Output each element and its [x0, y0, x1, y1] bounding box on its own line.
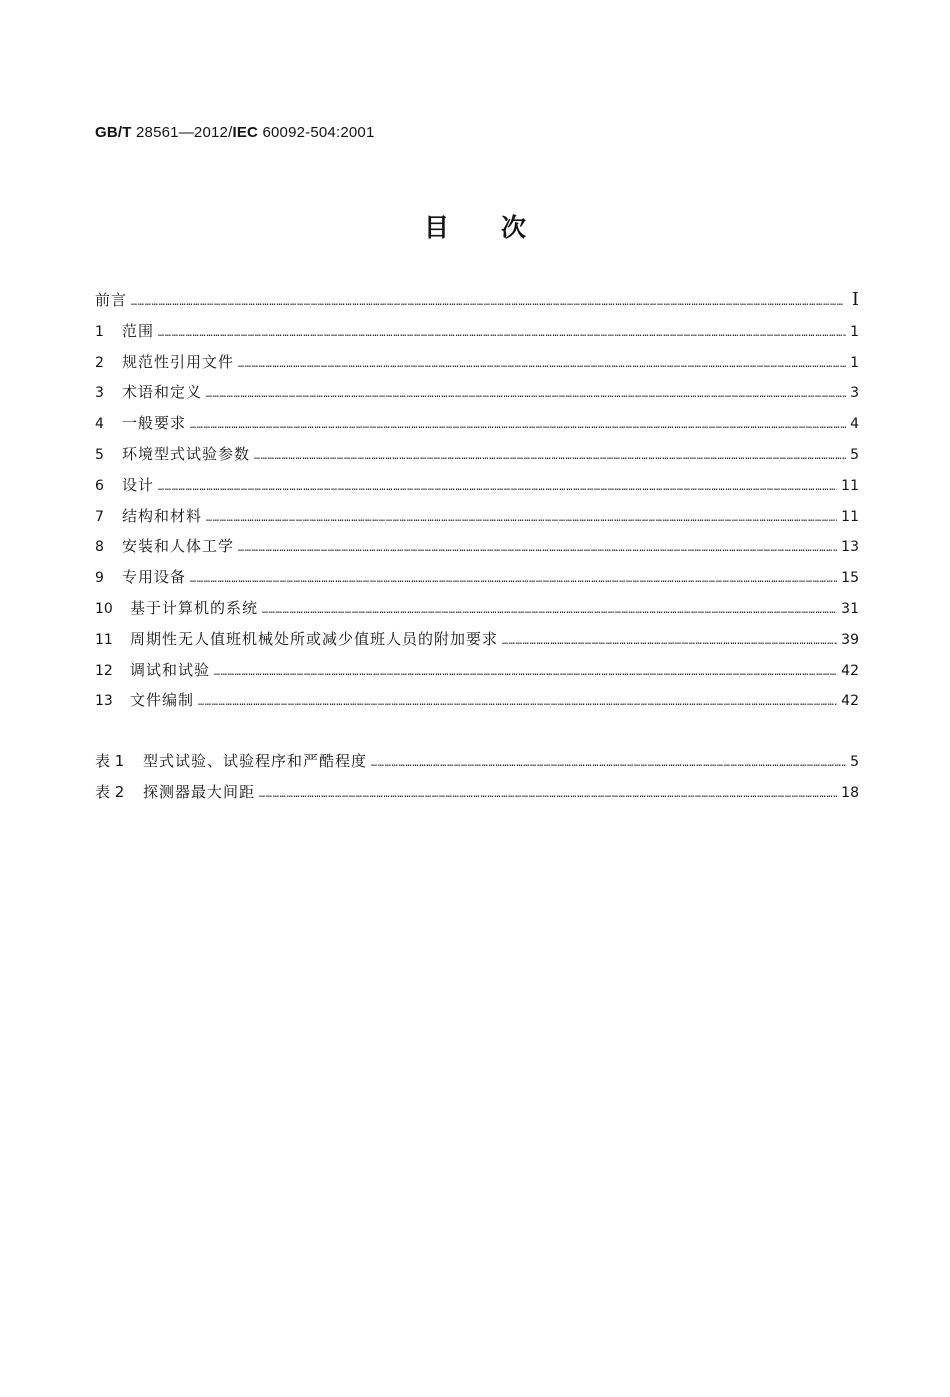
toc-entry-number: 5	[95, 446, 104, 463]
toc-table-number: 表 1	[95, 752, 125, 771]
toc-entry-5[interactable]	[95, 443, 859, 474]
page-title: 目次	[423, 213, 578, 242]
standard-code-number: 28561—2012/	[131, 124, 233, 141]
toc-entry-number: 12	[95, 662, 113, 679]
toc-entry-label: 术语和定义	[122, 383, 203, 402]
toc-entry-label: 调试和试验	[130, 660, 211, 679]
toc-section-gap	[95, 720, 859, 750]
standard-code-iec: IEC	[232, 124, 259, 141]
toc-leader-dots	[238, 544, 837, 554]
toc-entry-page: 11	[841, 508, 859, 525]
toc-entry-8[interactable]	[95, 535, 859, 566]
toc-entry-page: 5	[850, 446, 859, 463]
toc-leader-dots	[198, 698, 837, 708]
toc-entry-page: 15	[841, 570, 859, 587]
toc-entry-page: 42	[841, 662, 859, 679]
toc-entry-9[interactable]	[95, 566, 859, 597]
toc-entry-page: 4	[850, 416, 859, 433]
toc-entry-page: 13	[841, 539, 859, 556]
toc-entry-number: 10	[95, 600, 113, 617]
toc-table-2[interactable]	[95, 781, 859, 812]
toc-entry-label: 结构和材料	[122, 506, 203, 525]
toc-entry-7[interactable]	[95, 505, 859, 536]
toc-table-label: 型式试验、试验程序和严酷程度	[143, 752, 368, 771]
toc-entry-number: 4	[95, 416, 104, 433]
standard-code	[95, 124, 375, 141]
standard-code-iec-number: 60092-504:2001	[258, 124, 375, 141]
toc-entry-label: 环境型式试验参数	[122, 444, 251, 463]
toc-entry-4[interactable]	[95, 412, 859, 443]
toc-leader-dots	[131, 298, 844, 308]
toc-leader-dots	[259, 790, 837, 800]
table-of-contents	[95, 289, 859, 812]
toc-entry-label: 周期性无人值班机械处所或减少值班人员的附加要求	[130, 629, 499, 648]
toc-entry-label: 范围	[122, 321, 155, 340]
toc-entry-page: 1	[850, 323, 859, 340]
toc-entry-label: 一般要求	[122, 414, 187, 433]
toc-entry-label: 文件编制	[130, 691, 195, 710]
toc-entry-number: 7	[95, 508, 104, 525]
toc-leader-dots	[206, 514, 837, 524]
toc-table-number: 表 2	[95, 782, 125, 801]
toc-entry-12[interactable]	[95, 659, 859, 690]
toc-table-label: 探测器最大间距	[143, 782, 256, 801]
toc-entry-page: 39	[841, 631, 859, 648]
toc-entry-2[interactable]	[95, 351, 859, 382]
toc-entry-3[interactable]	[95, 381, 859, 412]
toc-entry-foreword[interactable]	[95, 289, 859, 320]
toc-entry-number: 9	[95, 570, 104, 587]
toc-leader-dots	[206, 390, 846, 400]
toc-entry-10[interactable]	[95, 597, 859, 628]
toc-entry-page: 1	[850, 354, 859, 371]
toc-entry-number: 1	[95, 323, 104, 340]
toc-entry-page: 3	[850, 385, 859, 402]
toc-entry-label: 规范性引用文件	[122, 352, 235, 371]
toc-leader-dots	[214, 668, 837, 678]
toc-table-page: 18	[841, 784, 859, 801]
toc-entry-label: 基于计算机的系统	[130, 598, 259, 617]
toc-entry-label: 设计	[122, 475, 155, 494]
toc-entry-number: 13	[95, 693, 113, 710]
toc-leader-dots	[190, 421, 846, 431]
toc-entry-label: 前言	[95, 291, 128, 309]
toc-entry-number: 6	[95, 477, 104, 494]
toc-leader-dots	[158, 483, 837, 493]
toc-entry-11[interactable]	[95, 628, 859, 659]
toc-entry-number: 8	[95, 539, 104, 556]
toc-leader-dots	[158, 329, 846, 339]
toc-entry-label: 安装和人体工学	[122, 537, 235, 556]
toc-leader-dots	[502, 637, 837, 647]
toc-table-page: 5	[850, 754, 859, 771]
toc-entry-page: 31	[841, 600, 859, 617]
toc-leader-dots	[371, 759, 846, 769]
toc-entry-number: 11	[95, 631, 113, 648]
toc-entry-page: 11	[841, 477, 859, 494]
toc-leader-dots	[190, 575, 837, 585]
toc-entry-page: I	[851, 289, 859, 310]
toc-entry-page: 42	[841, 693, 859, 710]
toc-entry-label: 专用设备	[122, 568, 187, 587]
toc-entry-6[interactable]	[95, 474, 859, 505]
standard-code-prefix: GB/T	[95, 124, 132, 141]
toc-leader-dots	[238, 360, 846, 370]
toc-entry-number: 3	[95, 385, 104, 402]
toc-leader-dots	[262, 606, 837, 616]
toc-entry-1[interactable]	[95, 320, 859, 351]
toc-table-1[interactable]	[95, 750, 859, 781]
toc-leader-dots	[254, 452, 846, 462]
toc-entry-13[interactable]	[95, 689, 859, 720]
toc-entry-number: 2	[95, 354, 104, 371]
